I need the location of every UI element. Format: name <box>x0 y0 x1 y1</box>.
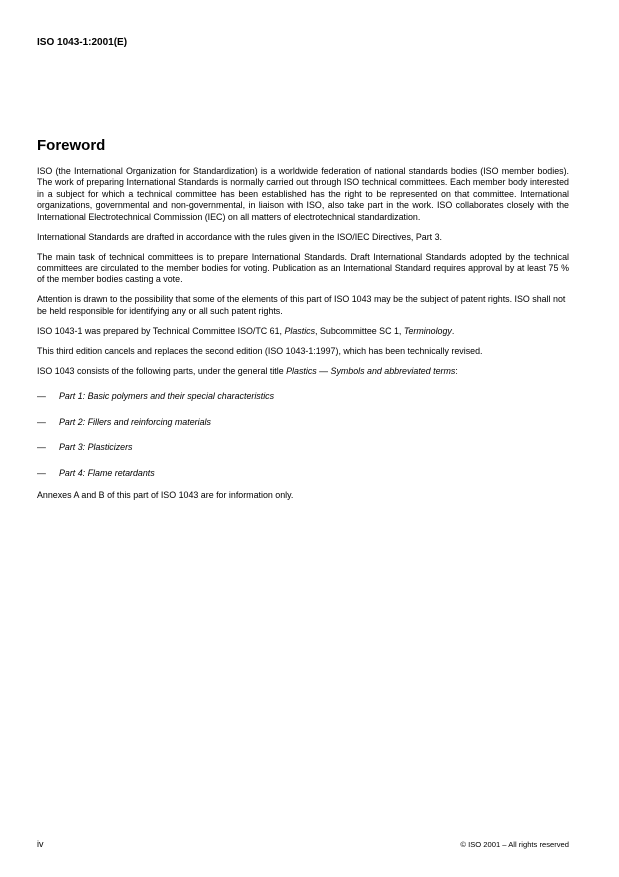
paragraph-technical-committees: The main task of technical committees is to prepare International Standards. Draft International Standards adopted by the technical committees are circulated to the member bodies for voting. Publication as an International Standard requires approval by at least 75 % of the member bodies casting a vote. <box>37 251 569 285</box>
paragraph-iso-federation: ISO (the International Organization for Standardization) is a worldwide federation of national standards bodies (ISO member bodies). The work of preparing International Standards is normally carried out through ISO technical committees. Each member body interested in a subject for which a technical committee has been established has the right to be represented on that committee. International organizations, governmental and non-governmental, in liaison with ISO, also take part in the work. ISO collaborates closely with the International Electrotechnical Commission (IEC) on all matters of electrotechnical standardization. <box>37 166 569 222</box>
document-id: ISO 1043-1:2001(E) <box>37 37 128 48</box>
paragraph-parts-intro <box>37 366 569 377</box>
paragraph-edition: This third edition cancels and replaces the second edition (ISO 1043-1:1997), which has been technically revised. <box>37 345 483 356</box>
subcommittee-text: , Subcommittee SC 1, <box>315 325 404 336</box>
list-dash: — <box>37 416 46 427</box>
parts-list <box>37 391 569 479</box>
paragraph-patent-rights: Attention is drawn to the possibility that some of the elements of this part of ISO 1043 may be the subject of patent rights. ISO shall not be held responsible for identifying any or all such patent rights. <box>37 294 566 316</box>
parts-intro-colon: : <box>455 365 458 376</box>
list-dash: — <box>37 442 46 453</box>
list-dash: — <box>37 391 46 402</box>
list-item <box>37 417 569 428</box>
section-title: Foreword <box>37 137 106 154</box>
parts-intro-text: ISO 1043 consists of the following parts, under the general title <box>37 365 287 376</box>
plastics-term: Plastics <box>284 325 316 336</box>
prepared-by-end: . <box>451 325 455 336</box>
part-2-title: Part 2: Fillers and reinforcing materials <box>59 416 211 427</box>
copyright-notice: © ISO 2001 – All rights reserved <box>460 840 569 849</box>
terminology-term: Terminology <box>403 325 452 336</box>
part-3-title: Part 3: Plasticizers <box>59 442 133 453</box>
paragraph-annexes: Annexes A and B of this part of ISO 1043 are for information only. <box>37 490 294 501</box>
page-number: iv <box>37 839 44 849</box>
paragraph-drafting-rules: International Standards are drafted in accordance with the rules given in the ISO/IEC Directives, Part 3. <box>37 231 443 242</box>
paragraph-prepared-by <box>37 326 569 337</box>
prepared-by-text: ISO 1043-1 was prepared by Technical Committee ISO/TC 61, <box>37 325 285 336</box>
list-item <box>37 468 569 479</box>
foreword-body <box>37 166 569 510</box>
list-item <box>37 442 569 453</box>
part-1-title: Part 1: Basic polymers and their special characteristics <box>59 391 275 402</box>
general-title: Plastics — Symbols and abbreviated terms <box>286 365 456 376</box>
list-item <box>37 391 569 402</box>
part-4-title: Part 4: Flame retardants <box>59 467 155 478</box>
list-dash: — <box>37 467 46 478</box>
